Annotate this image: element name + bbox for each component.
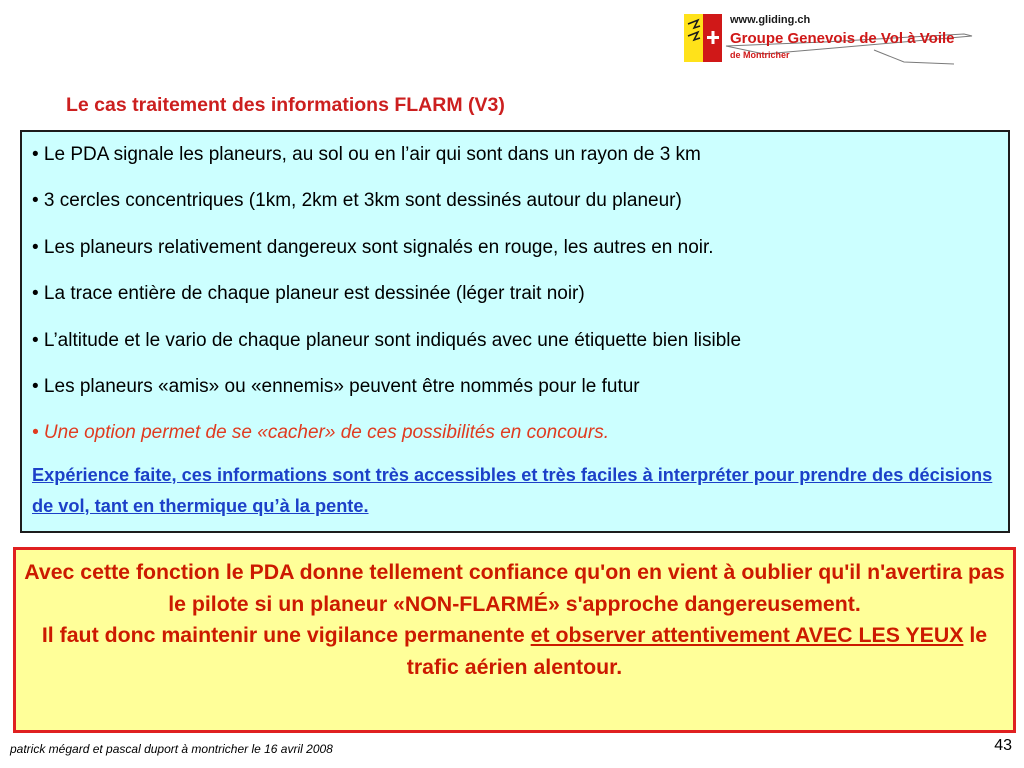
warning-emphasis: et observer attentivement AVEC LES YEUX <box>530 623 964 647</box>
slide-title: Le cas traitement des informations FLARM (V3) <box>66 94 505 116</box>
bullet-item: • Le PDA signale les planeurs, au sol ou en l’air qui sont dans un rayon de 3 km <box>32 144 701 165</box>
warning-text-2-pre: Il faut donc maintenir une vigilance permanente <box>41 623 525 647</box>
club-logo <box>680 10 980 72</box>
experience-text: Expérience faite, ces informations sont très accessibles et très faciles à interpréter pour prendre des décisions de vol, tant en thermique qu’à la pente. <box>32 464 993 516</box>
club-flag-icon <box>684 14 722 62</box>
option-bullet: • Une option permet de se «cacher» de ces possibilités en concours. <box>32 422 609 444</box>
page-number: 43 <box>994 737 1012 754</box>
bullet-item: • La trace entière de chaque planeur est dessinée (léger trait noir) <box>32 283 585 305</box>
bullet-list <box>32 144 1008 444</box>
club-url[interactable]: www.gliding.ch <box>730 14 811 26</box>
bullet-item: • 3 cercles concentriques (1km, 2km et 3km sont dessinés autour du planeur) <box>32 190 682 212</box>
info-box <box>20 130 1010 533</box>
club-name: Groupe Genevois de Vol à Voile <box>730 30 955 47</box>
club-subtitle: de Montricher <box>730 50 790 60</box>
warning-box <box>13 547 1016 733</box>
bullet-item: • L’altitude et le vario de chaque planeur sont indiqués avec une étiquette bien lisible <box>32 329 742 351</box>
footer-author: patrick mégard et pascal duport à montricher le 16 avril 2008 <box>10 742 333 756</box>
warning-text-2-post: le trafic aérien alentour. <box>406 623 988 679</box>
bullet-item: • Les planeurs «amis» ou «ennemis» peuvent être nommés pour le futur <box>32 375 640 397</box>
warning-text-1: Avec cette fonction le PDA donne tellement confiance qu'on en vient à oublier qu'il n'avertira pas le pilote si un planeur «NON-FLARMÉ» s'approche dangereusement. <box>24 560 1005 616</box>
warning-text-2 <box>16 620 1013 683</box>
bullet-item: • Les planeurs relativement dangereux sont signalés en rouge, les autres en noir. <box>32 236 714 258</box>
